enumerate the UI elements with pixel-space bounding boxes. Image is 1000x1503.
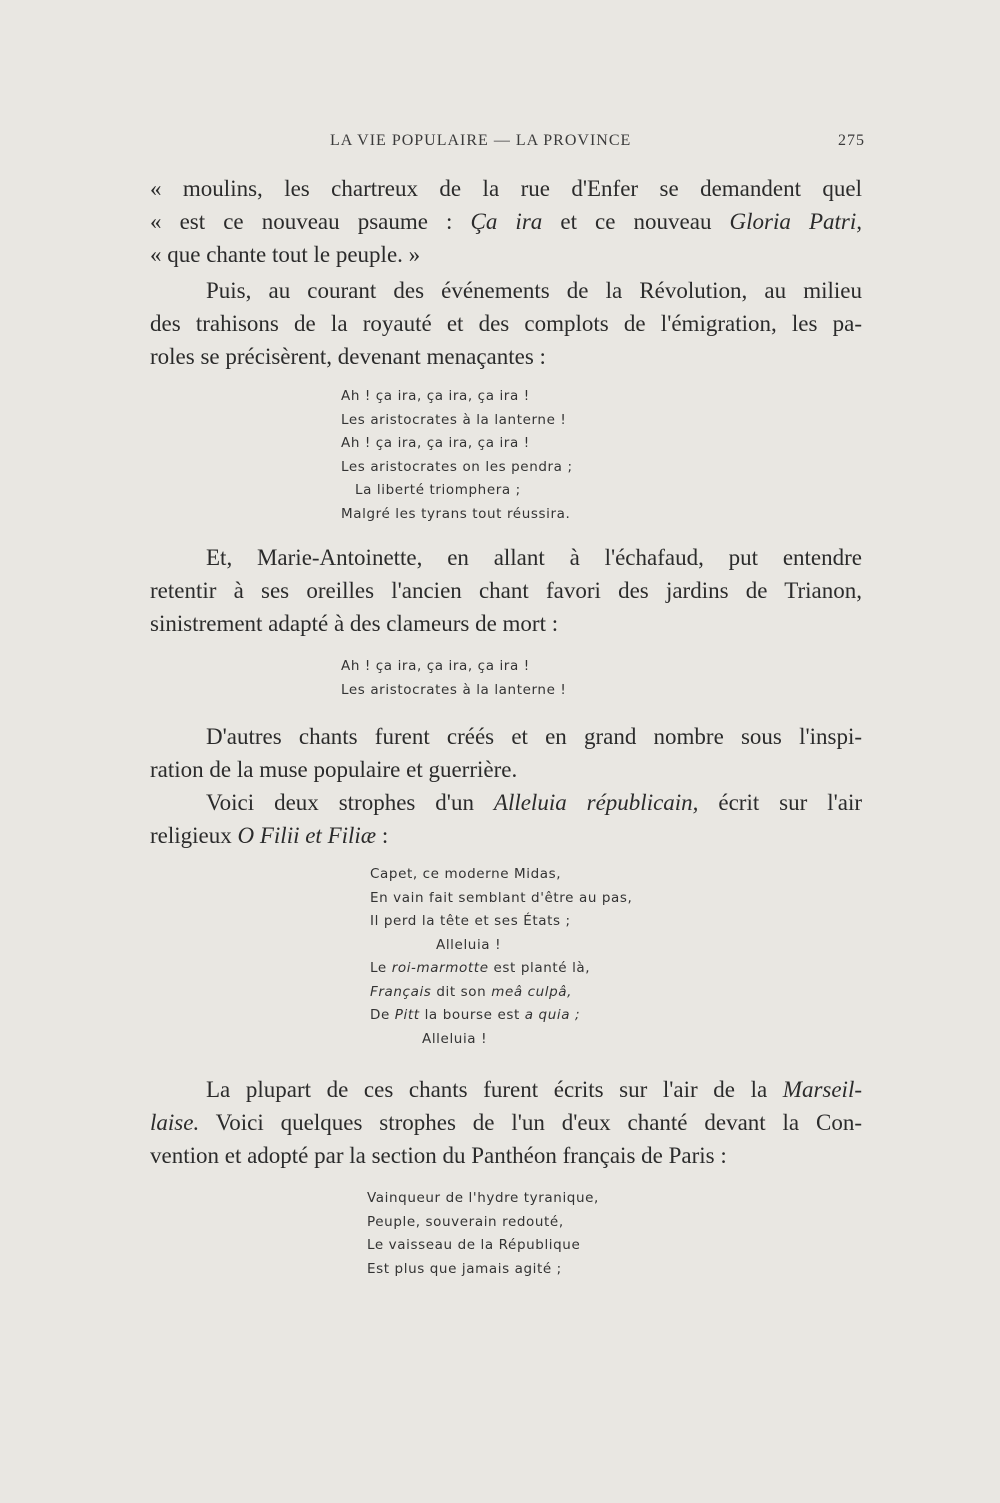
verse-line: La liberté triomphera ; [355,482,521,498]
text-line: sinistrement adapté à des clameurs de mort : [150,611,559,636]
text-line: « que chante tout le peuple. » [150,242,421,267]
verse-3 [370,863,632,1051]
verse-line: Est plus que jamais agité ; [367,1260,562,1277]
verse-line: De Pitt la bourse est a quia ; [370,1007,581,1023]
text-line: « moulins, les chartreux de la rue d'Enfer se demandent quel [150,176,862,201]
running-title: LA VIE POPULAIRE — LA PROVINCE [330,132,632,149]
verse-line: Capet, ce moderne Midas, [370,866,562,882]
verse-1 [341,385,573,526]
verse-line: Vainqueur de l'hydre tyranique, [367,1190,599,1206]
paragraph-1 [150,172,862,271]
verse-line: Ah ! ça ira, ça ira, ça ira ! [341,658,530,674]
text-line: laise. Voici quelques strophes de l'un d'eux chanté devant la Con- [150,1110,862,1135]
italic-text: Marseil- [782,1077,862,1102]
italic-text: Ça ira [470,209,543,234]
verse-line: Ah ! ça ira, ça ira, ça ira ! [341,388,530,404]
verse-line: Malgré les tyrans tout réussira. [341,505,571,522]
text-line: La plupart de ces chants furent écrits sur l'air de la Marseil- [206,1077,862,1102]
text-line: retentir à ses oreilles l'ancien chant favori des jardins de Trianon, [150,578,862,603]
verse-line: Le vaisseau de la République [367,1237,581,1253]
italic-text: laise. [150,1110,200,1135]
page-number: 275 [838,132,865,149]
text-line: Voici deux strophes d'un Alleluia républicain, écrit sur l'air [206,790,862,815]
paragraph-6 [150,1073,862,1172]
verse-line: Les aristocrates à la lanterne ! [341,411,567,428]
text-line: ration de la muse populaire et guerrière. [150,757,518,782]
text-line: des trahisons de la royauté et des complots de l'émigration, les pa- [150,311,862,336]
paragraph-5 [150,786,862,852]
text-line: religieux O Filii et Filiæ : [150,823,389,848]
text-line: D'autres chants furent créés et en grand nombre sous l'inspi- [206,724,862,749]
paragraph-3 [150,541,862,640]
verse-refrain: Alleluia ! [422,1030,488,1047]
verse-line: Ah ! ça ira, ça ira, ça ira ! [341,435,530,451]
verse-line: En vain fait semblant d'être au pas, [370,889,633,906]
paragraph-2 [150,274,862,373]
verse-refrain: Alleluia ! [436,936,502,953]
text-line: Et, Marie-Antoinette, en allant à l'échafaud, put entendre [206,545,862,570]
text-line: Puis, au courant des événements de la Révolution, au milieu [206,278,862,303]
text-line: « est ce nouveau psaume : Ça ira et ce nouveau Gloria Patri, [150,209,862,234]
verse-line: Français dit son meâ culpâ, [370,983,573,1000]
verse-line: Le roi-marmotte est planté là, [370,960,591,976]
verse-4 [367,1187,599,1281]
verse-line: Peuple, souverain redouté, [367,1213,564,1230]
italic-text: Alleluia républicain, [493,790,699,815]
verse-line: Les aristocrates on les pendra ; [341,458,573,475]
verse-line: Il perd la tête et ses États ; [370,913,571,929]
verse-2 [341,655,566,702]
paragraph-4 [150,720,862,786]
italic-text: O Filii et Filiæ [237,823,377,848]
text-line: roles se précisèrent, devenant menaçantes : [150,344,546,369]
text-line: vention et adopté par la section du Panthéon français de Paris : [150,1143,727,1168]
verse-line: Les aristocrates à la lanterne ! [341,681,567,698]
italic-text: Gloria Patri, [729,209,862,234]
page-header [150,132,865,156]
